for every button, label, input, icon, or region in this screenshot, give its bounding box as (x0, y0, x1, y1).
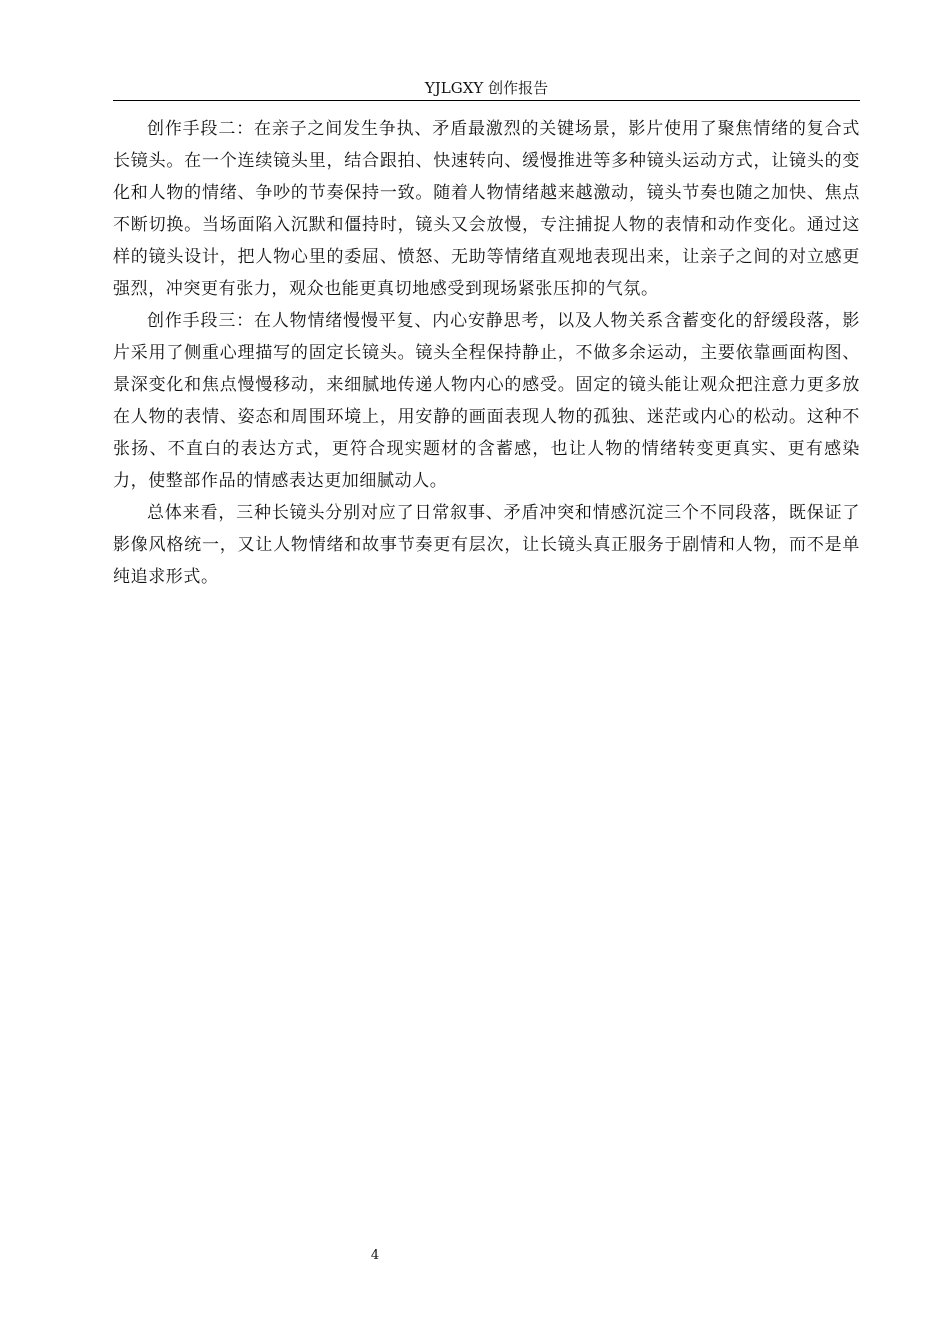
paragraph-technique-two: 创作手段二：在亲子之间发生争执、矛盾最激烈的关键场景，影片使用了聚焦情绪的复合式长镜头。在一个连续镜头里，结合跟拍、快速转向、缓慢推进等多种镜头运动方式，让镜头的变化和人物的情绪、争吵的节奏保持一致。随着人物情绪越来越激动，镜头节奏也随之加快、焦点不断切换。当场面陷入沉默和僵持时，镜头又会放慢，专注捕捉人物的表情和动作变化。通过这样的镜头设计，把人物心里的委屈、愤怒、无助等情绪直观地表现出来，让亲子之间的对立感更强烈，冲突更有张力，观众也能更真切地感受到现场紧张压抑的气氛。 (113, 119, 860, 299)
document-body (113, 113, 860, 593)
page-number: 4 (370, 1248, 380, 1263)
paragraph-technique-three: 创作手段三：在人物情绪慢慢平复、内心安静思考，以及人物关系含蓄变化的舒缓段落，影片采用了侧重心理描写的固定长镜头。镜头全程保持静止，不做多余运动，主要依靠画面构图、景深变化和焦点慢慢移动，来细腻地传递人物内心的感受。固定的镜头能让观众把注意力更多放在人物的表情、姿态和周围环境上，用安静的画面表现人物的孤独、迷茫或内心的松动。这种不张扬、不直白的表达方式，更符合现实题材的含蓄感，也让人物的情绪转变更真实、更有感染力，使整部作品的情感表达更加细腻动人。 (113, 311, 860, 491)
paragraph-summary: 总体来看，三种长镜头分别对应了日常叙事、矛盾冲突和情感沉淀三个不同段落，既保证了影像风格统一，又让人物情绪和故事节奏更有层次，让长镜头真正服务于剧情和人物，而不是单纯追求形式。 (113, 503, 860, 587)
running-header: YJLGXY 创作报告 (424, 79, 549, 97)
header-rule (113, 100, 860, 101)
